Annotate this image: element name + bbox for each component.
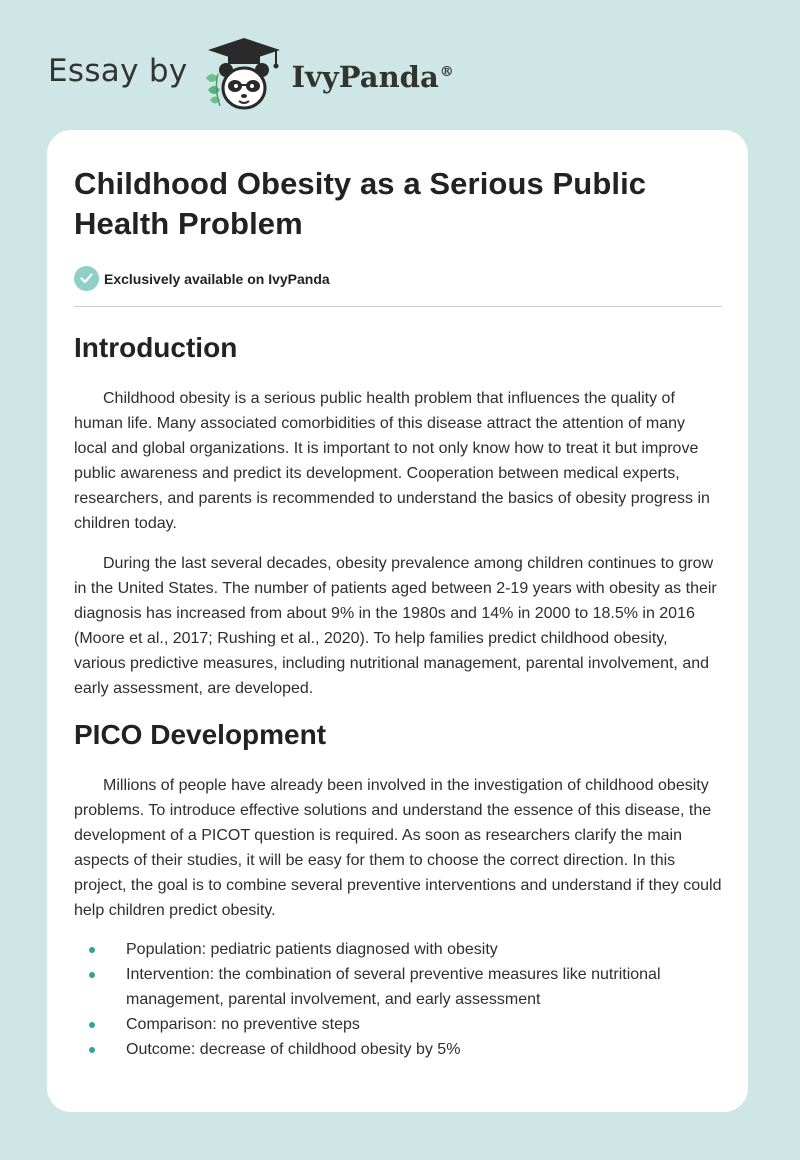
list-item: Population: pediatric patients diagnosed with obesity: [74, 937, 722, 962]
essay-card: [47, 130, 748, 1112]
paragraph: During the last several decades, obesity prevalence among children continues to grow in the United States. The number of patients aged between 2-19 years with obesity as their diagnosis has increased from about 9% in the 1980s and 14% in 2000 to 18.5% in 2016 (Moore et al., 2017; Rushing et al., 2020). To help families predict childhood obesity, various predictive measures, including nutritional management, parental involvement, and early assessment, are developed.: [74, 555, 717, 697]
list-item: Comparison: no preventive steps: [74, 1012, 722, 1037]
bullet-icon: [89, 1022, 95, 1028]
exclusive-badge: [74, 266, 722, 291]
check-icon: [74, 266, 99, 291]
exclusive-badge-text: Exclusively available on IvyPanda: [104, 270, 330, 287]
paragraph: Childhood obesity is a serious public health problem that influences the quality of human life. Many associated comorbidities of this disease attract the attention of many local and global organizations. It is important to not only know how to treat it but improve public awareness and predict its development. Cooperation between medical experts, researchers, and parents is recommended to understand the basics of obesity progress in children today.: [74, 390, 710, 532]
bullet-icon: [89, 1047, 95, 1053]
title-divider: [74, 306, 722, 307]
essay-title: Childhood Obesity as a Serious Public Health Problem: [74, 166, 647, 241]
section-heading-pico-development: PICO Development: [74, 719, 327, 750]
paragraph: Millions of people have already been involved in the investigation of childhood obesity problems. To introduce effective solutions and understand the essence of this disease, the development of a PICOT question is required. As soon as researchers clarify the main aspects of their studies, it will be easy for them to choose the correct direction. In this project, the goal is to combine several preventive interventions and understand if they could help children predict obesity.: [74, 777, 722, 919]
site-header: [48, 34, 454, 114]
section-heading-introduction: Introduction: [74, 332, 238, 363]
list-item: Outcome: decrease of childhood obesity by 5%: [74, 1037, 722, 1062]
bullet-icon: [89, 972, 95, 978]
bullet-icon: [89, 947, 95, 953]
ivypanda-brand-name[interactable]: IvyPanda®: [291, 60, 454, 94]
pico-list: [74, 937, 722, 1062]
ivypanda-logo-icon[interactable]: [198, 34, 290, 114]
registered-mark: ®: [439, 64, 454, 81]
list-item: Intervention: the combination of several preventive measures like nutritional management, parental involvement, and early assessment: [74, 962, 722, 1012]
essay-by-label: Essay by: [48, 53, 188, 89]
